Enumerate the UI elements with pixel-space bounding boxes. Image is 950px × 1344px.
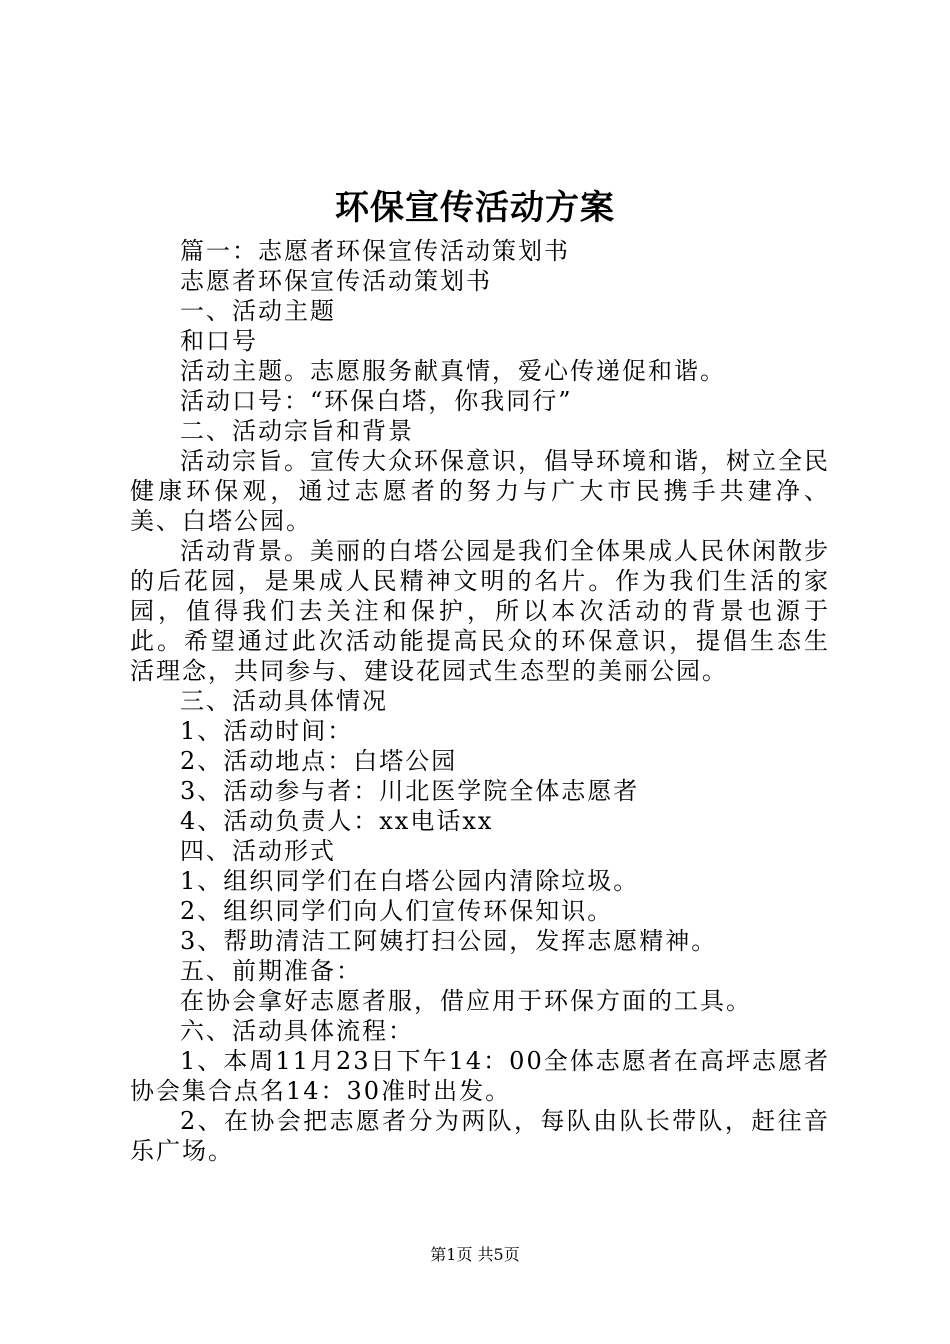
paragraph: 3、帮助清洁工阿姨打扫公园，发挥志愿精神。 [180, 927, 718, 955]
paragraph: 六、活动具体流程： [180, 1017, 414, 1045]
paragraph: 篇一：志愿者环保宣传活动策划书 [180, 237, 570, 265]
paragraph: 四、活动形式 [180, 837, 336, 865]
paragraph: 3、活动参与者：川北医学院全体志愿者 [180, 777, 640, 805]
paragraph: 三、活动具体情况 [180, 687, 388, 715]
paragraph: 1、活动时间： [180, 717, 354, 745]
document-title: 环保宣传活动方案 [335, 188, 615, 228]
paragraph: 活动口号：“环保白塔，你我同行” [180, 387, 573, 415]
paragraph: 2、在协会把志愿者分为两队，每队由队长带队，赶往音乐广场。 [130, 1107, 830, 1165]
paragraph: 活动背景。美丽的白塔公园是我们全体果成人民休闲散步的后花园，是果成人民精神文明的名片。作为我们生活的家园，值得我们去关注和保护，所以本次活动的背景也源于此。希望通过此次活动能提高民众的环保意识，提倡生态生活理念，共同参与、建设花园式生态型的美丽公园。 [130, 537, 830, 685]
paragraph: 和口号 [180, 327, 258, 355]
paragraph: 4、活动负责人：xx电话xx [180, 807, 494, 835]
paragraph: 活动主题。志愿服务献真情，爱心传递促和谐。 [180, 357, 726, 385]
page-footer: 第1页 共5页 [430, 1245, 520, 1264]
paragraph: 二、活动宗旨和背景 [180, 417, 414, 445]
paragraph: 一、活动主题 [180, 297, 336, 325]
paragraph: 活动宗旨。宣传大众环保意识，倡导环境和谐，树立全民健康环保观，通过志愿者的努力与广大市民携手共建净、美、白塔公园。 [130, 447, 830, 535]
document-body [130, 236, 830, 1166]
paragraph: 2、组织同学们向人们宣传环保知识。 [180, 897, 614, 925]
paragraph: 五、前期准备： [180, 957, 362, 985]
paragraph: 在协会拿好志愿者服，借应用于环保方面的工具。 [180, 987, 752, 1015]
paragraph: 1、组织同学们在白塔公园内清除垃圾。 [180, 867, 640, 895]
paragraph: 志愿者环保宣传活动策划书 [180, 267, 492, 295]
paragraph: 2、活动地点：白塔公园 [180, 747, 458, 775]
paragraph: 1、本周11月23日下午14：00全体志愿者在高坪志愿者协会集合点名14：30准时出发。 [130, 1047, 830, 1105]
